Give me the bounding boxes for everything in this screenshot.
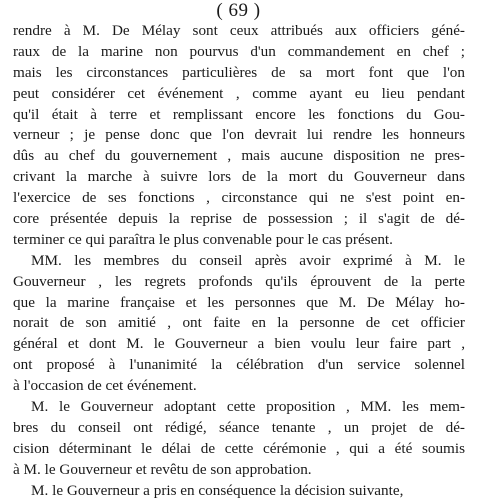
text-line: peut considérer cet événement , comme ayant eu lieu pendant <box>13 84 465 102</box>
text-line: M. le Gouverneur a pris en conséquence la décision suivante, <box>31 481 404 499</box>
text-line: ont proposé à l'unanimité la célébration d'un service solennel <box>13 356 465 374</box>
paragraph-1 <box>13 21 465 251</box>
text-line: à l'occasion de cet événement. <box>13 377 197 395</box>
text-line: dûs au chef du gouvernement , mais aucune disposition ne pres- <box>13 147 465 165</box>
text-line: général et dont M. le Gouverneur a bien voulu leur faire part , <box>13 335 465 353</box>
paragraph-3 <box>13 397 465 481</box>
paragraph-4 <box>13 481 465 502</box>
text-line: Gouverneur , les regrets profonds qu'ils éprouvent de la perte <box>13 272 465 290</box>
text-line: core présentée depuis la reprise de possession ; il s'agit de dé- <box>13 210 465 228</box>
text-line: cision déterminant le délai de cette cérémonie , qui a été soumis <box>13 439 465 457</box>
page-number: ( 69 ) <box>216 0 261 21</box>
text-line: MM. les membres du conseil après avoir exprimé à M. le <box>31 251 465 269</box>
text-line: l'exercice de ses fonctions , circonstance qui ne s'est point en- <box>13 189 465 207</box>
text-line: verneur ; je pense donc que l'on devrait lui rendre les honneurs <box>13 126 465 144</box>
text-line: norait de son amitié , ont faite en la personne de cet officier <box>13 314 465 332</box>
document-body <box>13 21 465 501</box>
text-line: que la marine française et les personnes que M. De Mélay ho- <box>13 293 465 311</box>
text-line: mais les circonstances particulières de sa mort font que l'on <box>13 63 465 81</box>
text-line: M. le Gouverneur adoptant cette proposition , MM. les mem- <box>31 398 465 416</box>
text-line: qu'il était à terre et remplissant encore les fonctions du Gou- <box>13 105 465 123</box>
paragraph-2 <box>13 251 465 397</box>
text-line: bres du conseil ont rédigé, séance tenante , un projet de dé- <box>13 418 465 436</box>
text-line: rendre à M. De Mélay sont ceux attribués aux officiers géné- <box>13 22 465 39</box>
text-line: raux de la marine non pourvus d'un commandement en chef ; <box>13 42 465 60</box>
text-line: crivant la marche à suivre lors de la mort du Gouverneur dans <box>13 168 465 186</box>
text-line: terminer ce qui paraîtra le plus convenable pour le cas présent. <box>13 230 393 248</box>
text-line: à M. le Gouverneur et revêtu de son approbation. <box>13 460 312 478</box>
